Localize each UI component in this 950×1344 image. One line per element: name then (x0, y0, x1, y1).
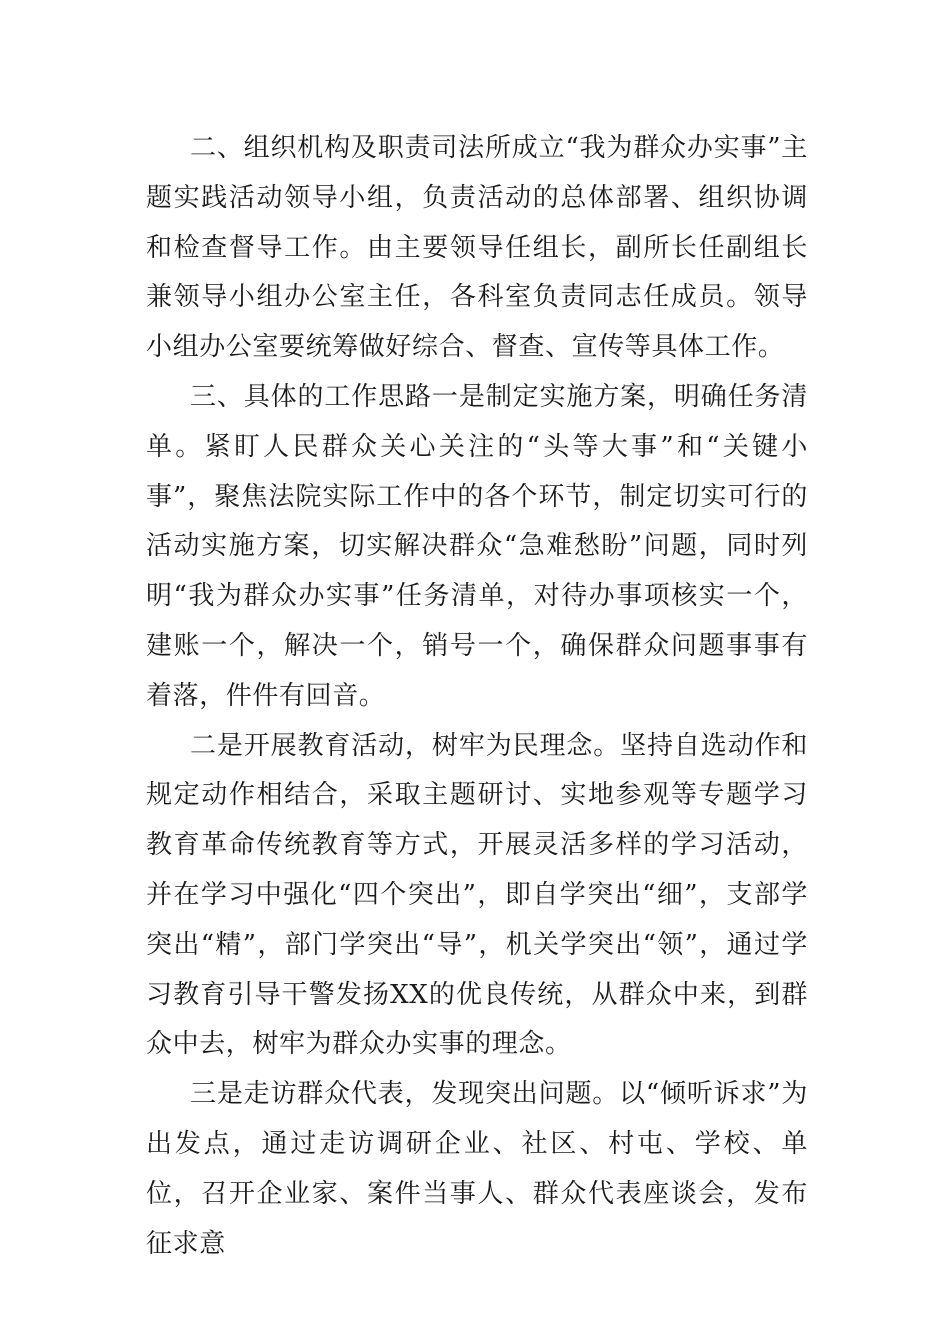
paragraph-visit-representatives: 三是走访群众代表，发现突出问题。以“倾听诉求”为出发点，通过走访调研企业、社区、村屯、学校、单位，召开企业家、案件当事人、群众代表座谈会，发布征求意 (146, 1079, 808, 1259)
document-body (146, 124, 808, 1269)
paragraph-education: 二是开展教育活动，树牢为民理念。坚持自选动作和规定动作相结合，采取主题研讨、实地参观等专题学习教育革命传统教育等方式，开展灵活多样的学习活动，并在学习中强化“四个突出”，即自学突出“细”，支部学突出“精”，部门学突出“导”，机关学突出“领”，通过学习教育引导干警发扬XX的优良传统，从群众中来，到群众中去，树牢为群众办实事的理念。 (146, 730, 808, 1060)
paragraph-work-approach: 三、具体的工作思路一是制定实施方案，明确任务清单。紧盯人民群众关心关注的“头等大事”和“关键小事”，聚焦法院实际工作中的各个环节，制定切实可行的活动实施方案，切实解决群众“急难愁盼”问题，同时列明“我为群众办实事”任务清单，对待办事项核实一个，建账一个，解决一个，销号一个，确保群众问题事事有着落，件件有回音。 (146, 381, 808, 711)
paragraph-organization: 二、组织机构及职责司法所成立“我为群众办实事”主题实践活动领导小组，负责活动的总体部署、组织协调和检查督导工作。由主要领导任组长，副所长任副组长兼领导小组办公室主任，各科室负责同志任成员。领导小组办公室要统筹做好综合、督查、宣传等具体工作。 (146, 133, 808, 363)
